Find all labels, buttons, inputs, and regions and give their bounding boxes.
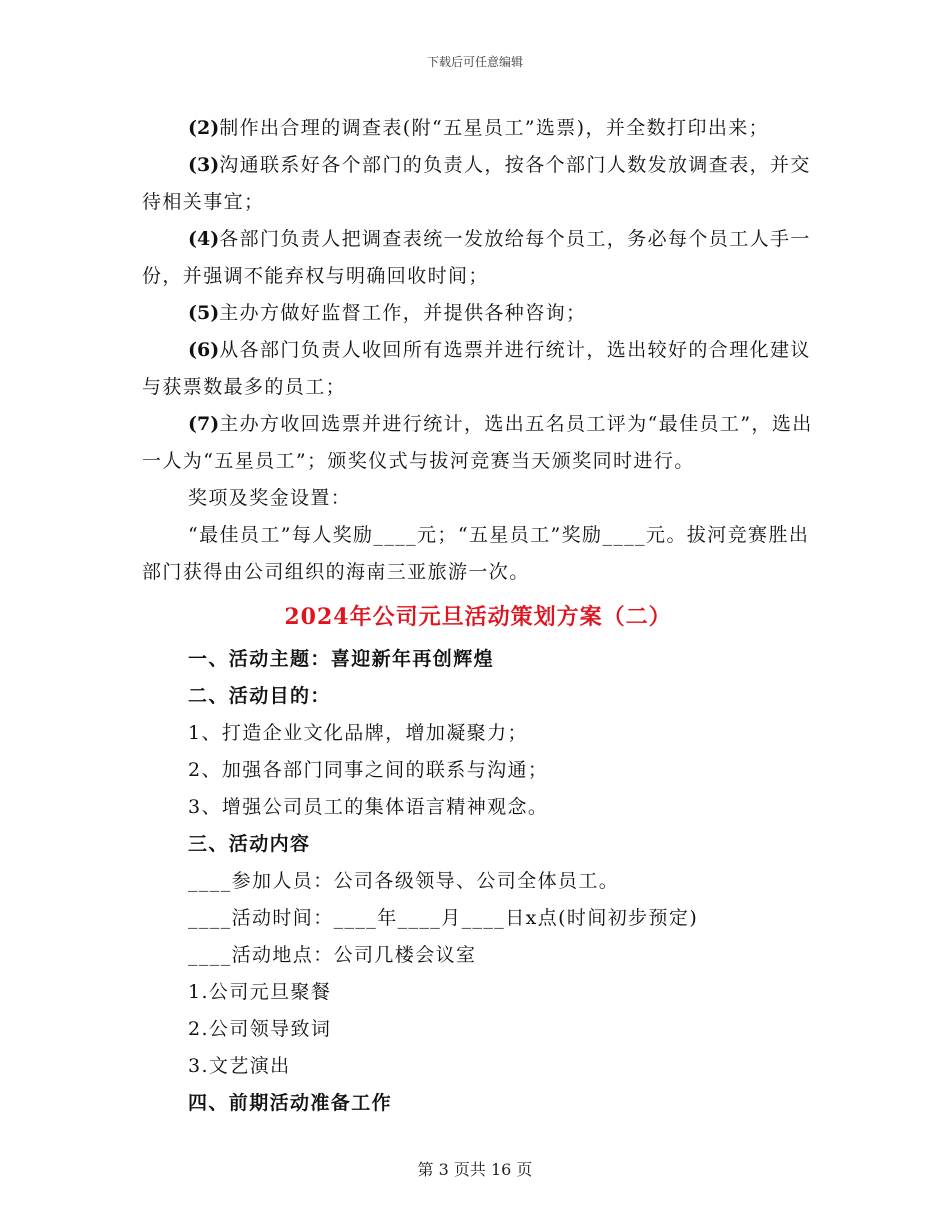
heading-content: 三、活动内容	[188, 833, 311, 855]
content-location: ____活动地点：公司几楼会议室	[188, 944, 477, 966]
list-item	[142, 332, 814, 406]
purpose-item: 1、打造企业文化品牌，增加凝聚力；	[188, 722, 528, 744]
heading-preparation: 四、前期活动准备工作	[188, 1092, 393, 1114]
page-footer: 第 3 页共 16 页	[417, 1160, 533, 1179]
item-number: (6)	[188, 339, 220, 361]
page-header: 下载后可任意编辑	[426, 55, 523, 69]
item-text: 主办方收回选票并进行统计，选出五名员工评为“最佳员工”，选出一人为“五星员工”；颁奖仪式与拔河竞赛当天颁奖同时进行。	[142, 413, 813, 472]
program-item: 1.公司元旦聚餐	[188, 981, 332, 1003]
item-text: 各部门负责人把调查表统一发放给每个员工，务必每个员工人手一份，并强调不能弃权与明确回收时间；	[142, 228, 811, 287]
awards-heading: 奖项及奖金设置：	[188, 487, 352, 509]
heading-theme: 一、活动主题：喜迎新年再创辉煌	[188, 648, 495, 670]
document-body	[142, 110, 814, 1122]
item-text: 沟通联系好各个部门的负责人，按各个部门人数发放调查表，并交待相关事宜；	[142, 154, 811, 213]
content-time: ____活动时间：____年____月____日x点(时间初步预定)	[188, 907, 699, 929]
item-number: (2)	[188, 117, 220, 139]
section-title: 2024年公司元旦活动策划方案（二）	[284, 604, 672, 630]
awards-text: “最佳员工”每人奖励____元；“五星员工”奖励____元。拔河竞赛胜出部门获得由公司组织的海南三亚旅游一次。	[142, 524, 810, 583]
item-text: 从各部门负责人收回所有选票并进行统计，选出较好的合理化建议与获票数最多的员工；	[142, 339, 811, 398]
list-item	[142, 295, 814, 332]
content-participants: ____参加人员：公司各级领导、公司全体员工。	[188, 870, 620, 892]
heading-purpose: 二、活动目的：	[188, 685, 331, 707]
program-item: 3.文艺演出	[188, 1055, 291, 1077]
item-number: (3)	[188, 154, 220, 176]
list-item	[142, 147, 814, 221]
list-item	[142, 110, 814, 147]
item-number: (7)	[188, 413, 220, 435]
list-item	[142, 221, 814, 295]
program-item: 2.公司领导致词	[188, 1018, 332, 1040]
item-text: 制作出合理的调查表(附“五星员工”选票)，并全数打印出来；	[219, 117, 770, 139]
item-text: 主办方做好监督工作，并提供各种咨询；	[219, 302, 587, 324]
item-number: (4)	[188, 228, 220, 250]
item-number: (5)	[188, 302, 220, 324]
purpose-item: 3、增强公司员工的集体语言精神观念。	[188, 796, 549, 818]
list-item	[142, 406, 814, 480]
purpose-item: 2、加强各部门同事之间的联系与沟通；	[188, 759, 549, 781]
